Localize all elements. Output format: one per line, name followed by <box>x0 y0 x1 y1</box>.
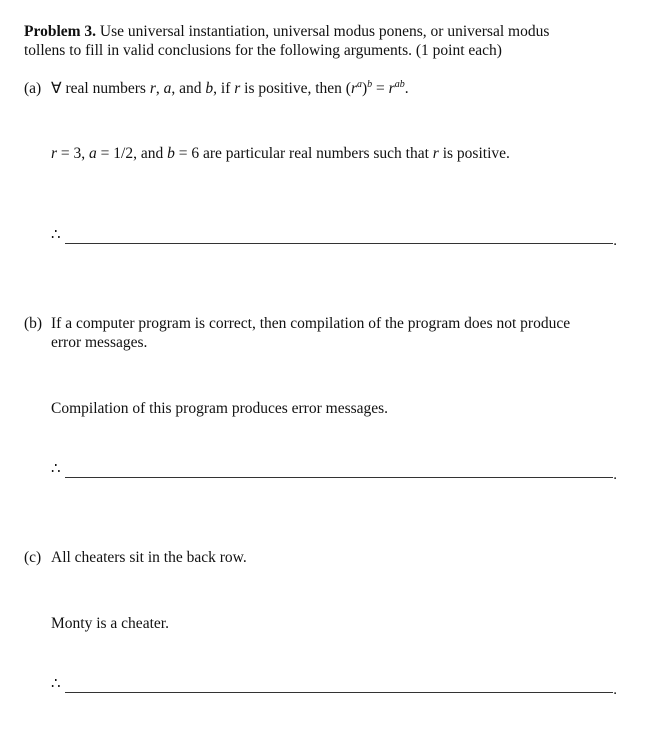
var: a <box>89 145 97 162</box>
var: r <box>51 145 58 162</box>
part-a-label: (a) <box>24 80 42 97</box>
therefore-symbol: ∴ <box>51 461 61 477</box>
answer-blank[interactable] <box>65 692 613 693</box>
part-b-premise-2: Compilation of this program produces error messages. <box>51 400 389 417</box>
var: b <box>167 145 175 162</box>
part-b-label: (b) <box>24 315 43 332</box>
exponent: ab <box>394 79 405 90</box>
text: is positive. <box>438 145 510 162</box>
part-b-conclusion <box>51 461 621 483</box>
text: is positive, then ( <box>240 80 351 97</box>
text: = 6 are particular real numbers such that <box>174 145 433 162</box>
intro-line-2: tollens to fill in valid conclusions for the following arguments. (1 point each) <box>24 42 502 59</box>
text: = 3, <box>57 145 90 162</box>
therefore-symbol: ∴ <box>51 227 61 243</box>
part-a-premise-2 <box>51 145 510 163</box>
part-b-premise-1-line-2: error messages. <box>51 334 148 351</box>
period: . <box>613 233 617 249</box>
var: r <box>149 80 156 97</box>
text: , <box>155 80 164 97</box>
var: b <box>205 80 214 97</box>
var: r <box>234 80 241 97</box>
period: . <box>613 467 617 483</box>
part-c-conclusion <box>51 676 621 698</box>
problem-intro <box>24 23 549 41</box>
var: r <box>350 80 357 97</box>
var: a <box>163 80 172 97</box>
part-c-premise-2: Monty is a cheater. <box>51 615 169 632</box>
text: ∀ real numbers <box>51 80 150 97</box>
answer-blank[interactable] <box>65 243 613 244</box>
part-c-premise-1: All cheaters sit in the back row. <box>51 549 247 566</box>
period: . <box>613 682 617 698</box>
problem-label: Problem 3. <box>24 23 97 40</box>
part-b-premise-1-line-1: If a computer program is correct, then compilation of the program does not produce <box>51 315 571 332</box>
exponent: a <box>357 79 362 90</box>
text: ) <box>362 80 368 97</box>
text: = <box>372 80 389 97</box>
var: r <box>388 80 395 97</box>
var: r <box>432 145 439 162</box>
therefore-symbol: ∴ <box>51 676 61 692</box>
part-c-label: (c) <box>24 549 42 566</box>
part-a-conclusion <box>51 227 621 249</box>
part-a-premise-1 <box>51 80 409 98</box>
intro-line-1: Use universal instantiation, universal modus ponens, or universal modus <box>99 23 550 40</box>
answer-blank[interactable] <box>65 477 613 478</box>
text: , and <box>171 80 206 97</box>
exponent: b <box>367 79 373 90</box>
text: , if <box>213 80 235 97</box>
text: = 1/2, and <box>96 145 168 162</box>
text: . <box>404 80 409 97</box>
